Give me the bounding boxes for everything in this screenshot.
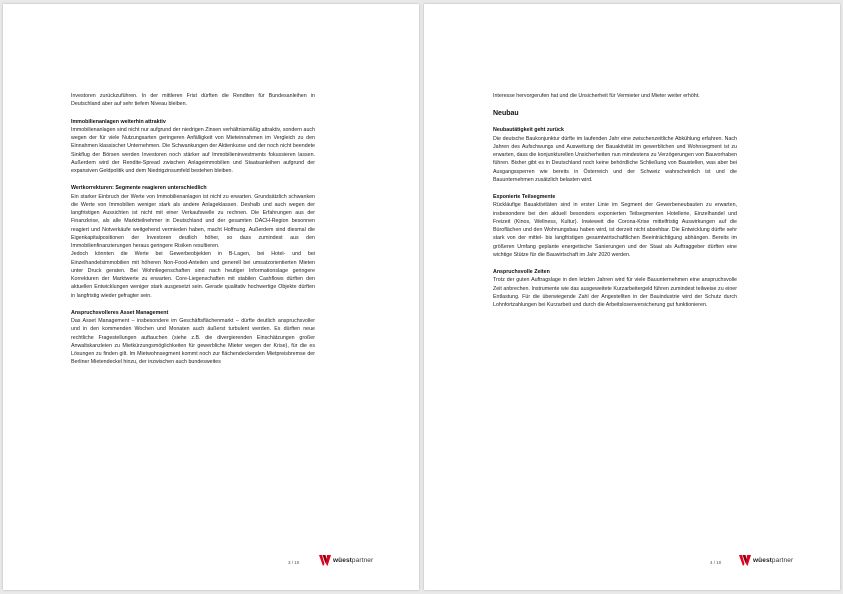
subheading: Neubautätigkeit geht zurück — [493, 127, 564, 134]
page-content — [493, 92, 737, 309]
paragraph: Immobilienanlagen sind nicht nur aufgrund der niedrigen Zinsen verhältnismäßig attraktiv, sondern auch wegen der für viele Nutzungsarten geringeren Anfälligkeit von Mieteinnahmen im Vergleich zu den Einnahmen klassischer Unternehmen. Die Schwankungen der Aktienkurse und der noch nicht beendete Sinkflug der Börsen werden Investoren noch stärker auf Immobilieninvestments fokussieren lassen. Außerdem wird der Rendite-Spread zwischen Anlageimmobilien und Staatsanleihen aufgrund der expansiven Geldpolitik und dem Niedrigzinsumfeld bestehen bleiben. — [71, 126, 315, 174]
paragraph: Rückläufige Bauaktivitäten sind in erster Linie im Segment der Gewerbeneubauten zu erwarten, insbesondere bei den aktuell besonders exponierten Teilsegmenten Hotellerie, Einzelhandel und Freizeit (Kinos, Wellness, Kultur). Inwieweit die Corona-Krise mittelfristig Auswirkungen auf die Büroflächen und den Wohnungsbau haben wird, ist derzeit nicht absehbar. Die Entwicklung dürfte sehr stark von der mittel- bis langfristigen gesamtwirtschaftlichen Beeinträchtigung abhängen. Bereits im größeren Umfang geplante energetische Sanierungen und der Staat als Auftraggeber dürften eine wichtige Stütze für die Bauwirtschaft im Jahr 2020 werden. — [493, 202, 737, 258]
subheading: Anspruchsvolle Zeiten — [493, 269, 550, 275]
page-number: 4 / 10 — [710, 560, 722, 565]
document-page-right — [424, 4, 840, 590]
paragraph: Ein starker Einbruch der Werte von Immobilienanlagen ist nicht zu erwarten. Grundsätzlich schwanken die Werte von Immobilien weniger stark als andere Anlageklassen. Deshalb und auch wegen der langfristigen Aussichten ist nicht mit einer Verkaufswelle zu rechnen. Die Erfahrungen aus der Finanzkrise, als alle Marktteilnehmer in Deutschland und der gesamten DACH-Region besonnen reagiert und Notverkäufe weitgehend vermieden haben, macht Hoffnung. Außerdem sind diesmal die Eigenkapitalpositionen der Investoren deutlich höher, so dass zumindest aus den Immobilienfinanzierungen heraus geringere Risiken resultieren. — [71, 193, 315, 249]
logo-mark-icon — [739, 555, 751, 566]
logo-text: wüestpartner — [753, 556, 794, 564]
subheading: Anspruchsvolleres Asset Management — [71, 309, 169, 316]
section-title: Neubau — [493, 110, 519, 118]
paragraph: Die deutsche Baukonjunktur dürfte im laufenden Jahr eine zwischenzeitliche Abkühlung erfahren. Nach Jahren des Aufschwungs und Ausweitung der Bauaktivität im gewerblichen und Wohnsegment ist zu erwarten, dass die konjunkturellen Unsicherheiten nun mindestens zu Verzögerungen von Bauvorhaben führen. Bisher gibt es in Deutschland noch keine behördliche Schließung von Baustellen, was aber bei Ausgangssperren wie bereits in Österreich und der Schweiz wahrscheinlich ist und die Bauunternehmen zusätzlich belasten wird. — [493, 135, 737, 183]
subheading: Wertkorrekturen: Segmente reagieren unterschiedlich — [71, 185, 207, 192]
logo-mark-icon — [319, 555, 331, 566]
subheading: Immobilienanlagen weiterhin attraktiv — [71, 118, 166, 125]
paragraph: Interesse hervorgerufen hat und die Unsicherheit für Vermieter und Mieter weiter erhöht. — [493, 93, 700, 99]
paragraph: Das Asset Management – insbesondere im Geschäftsflächenmarkt – dürfte deutlich anspruchsvoller und in den kommenden Wochen und Monaten auch äußerst turbulent werden. Es dürften neue rechtliche Fragestellungen auftauchen (siehe z.B. die divergierenden Einschätzungen großer Anwaltskanzleien zu Mietkürzungsmöglichkeiten für gewerbliche Mieter wegen der Krise), für die es Lösungen zu finden gilt. Im Mietwohnsegment kommt noch zur flächendeckenden Mietpreisbremse der Berliner Mietendeckel hinzu, der inzwischen auch bundesweites — [71, 318, 315, 366]
page-number: 3 / 10 — [288, 560, 300, 565]
document-page-left — [3, 4, 419, 590]
paragraph: Trotz der guten Auftragslage in den letzten Jahren wird für viele Bauunternehmen eine anspruchsvolle Zeit anbrechen. Instrumente wie das ausgeweitete Kurzarbeitergeld führen zumindest teilweise zu einer Entlastung. Für die überwiegende Zahl der Angestellten in der Bauindustrie wird der Schutz durch Lohnfortzahlungen bei Kurzarbeit und durch die Arbeitslosenversicherung gut funktionieren. — [493, 277, 737, 308]
logo-text: wüestpartner — [333, 556, 374, 564]
paragraph: Investoren zurückzuführen. In der mittleren Frist dürften die Renditen für Bundesanleihen in Deutschland aber auf sehr tiefem Niveau bleiben. — [71, 93, 315, 108]
subheading: Exponierte Teilsegmente — [493, 194, 556, 200]
company-logo — [319, 554, 373, 566]
company-logo — [739, 554, 793, 566]
page-content — [71, 92, 315, 367]
paragraph: Jedoch könnten die Werte bei Gewerbeobjekten in B-Lagen, bei Hotel- und bei Einzelhandelsimmobilien mit höheren Non-Food-Anteilen und generell bei umsatzorientierten Mieten unter Druck geraten. Bei Wohnliegenschaften sind nach heutiger Informationslage geringere Korrekturen der Marktwerte zu erwarten. Core-Liegenschaften mit stabilen Cashflows dürften den aktuellen Entwicklungen weniger stark ausgesetzt sein. Gerade qualitativ hochwertige Objekte dürften in langfristig wieder gefragter sein. — [71, 251, 315, 299]
